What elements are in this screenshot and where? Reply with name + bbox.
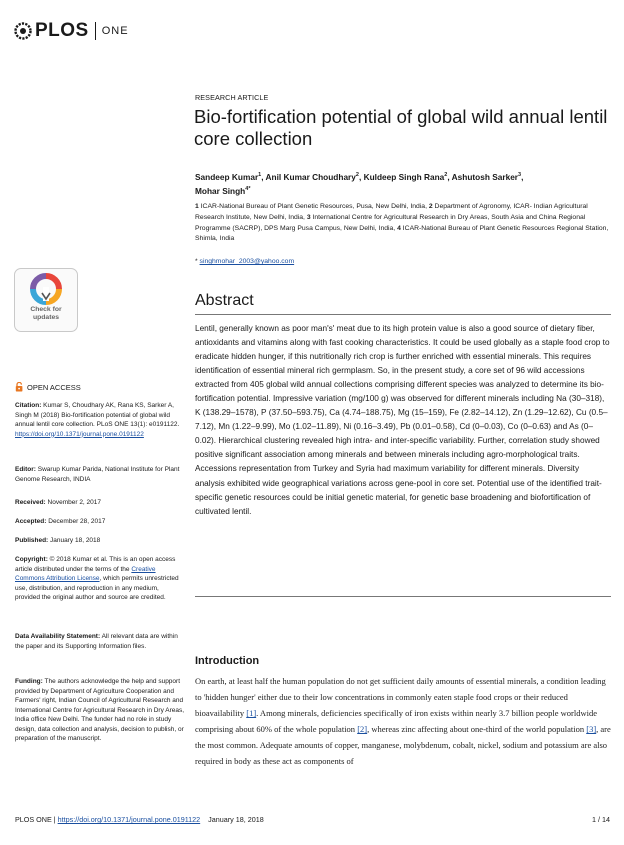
copyright-text-cont: , which permits unrestricted use, distribution, and reproduction in any medium, provided the original author and source are credited. [15, 575, 179, 601]
accepted-date: December 28, 2017 [48, 518, 106, 525]
author-list: Sandeep Kumar$^1$, Anil Kumar Choudhary$^2$, Kuldeep Singh Rana$^2$, Ashutosh Sarker$^3$, Mohar Singh$^{4*}$ [195, 171, 524, 196]
introduction-text [195, 673, 611, 769]
check-for-updates-label [15, 306, 77, 322]
affiliation-text: ICAR-National Bureau of Plant Genetic Resources, Pusa, New Delhi, India, [200, 203, 427, 210]
received-label: Received: [15, 499, 46, 506]
page-number: 1 / 14 [592, 815, 610, 824]
received-block [15, 498, 185, 508]
data-availability-text: All relevant data are within the paper and its Supporting Information files. [15, 633, 178, 650]
abstract-text: Lentil, generally known as poor man's' meat due to its high protein value is also a good source of dietary fiber, antioxidants and vitamins along with fast cooking characteristics. It could be used globally as a staple food crop to eradicate hidden hunger, if this nutritionally rich crop is further enriched with essential minerals. This requires identification of essential mineral rich germplasm. So, in the present study, a core set of 96 wild accessions extracted from 405 global wild annual collections comprising different species was analyzed to determine its bio-fortification potential. Impressive variation (mg/100 g) was observed for different minerals including Na (30–318), K (138.29–1578), P (37.50–593.75), Ca (4.74–188.75), Mg (15–159), Fe (2.82–14.12), Zn (1.29–12.62), Cu (0.5–7.12), Mn (1.22–9.99), Mo (1.02–11.89), Ni (0.16–3.49), Pb (0.01–0.58), Cd (0–0.03), Co (0–0.63) and As (0–0.02). Hierarchical clustering revealed high intra- and inter-specific variability. Further, correlation study showed positive significant association among minerals and between minerals including agro-morphological traits. Accessions representation from Turkey and Syria had maximum variability for different minerals. Diversity analysis exhibited wide geographical variations across gene-pool in core set. Potential use of the identified trait-specific genetic resources could be initial genetic material, for genetic base broadening and biofortification of cultivated lentil. [195, 324, 610, 516]
email-link[interactable]: singhmohar_2003@yahoo.com [199, 258, 295, 265]
data-availability-block [15, 632, 185, 651]
intro-text-part: On earth, at least half the human population do not get sufficient daily amounts of essential minerals, a condition leading to 'hidden hunger' either due to their low concentrations in commonly eaten staple food crops or their reduced bioavailability [195, 676, 606, 718]
plos-logo[interactable] [14, 17, 129, 45]
citation-label: Citation: [15, 402, 42, 409]
affiliations [195, 202, 615, 245]
reference-link[interactable]: [3] [586, 724, 597, 734]
accepted-block [15, 517, 185, 527]
logo-text: PLOS [35, 20, 89, 41]
funding-block [15, 677, 185, 744]
citation-block [15, 401, 185, 439]
check-for-updates-icon [15, 271, 77, 311]
funding-label: Funding: [15, 678, 43, 685]
abstract-divider-bottom [195, 596, 611, 597]
citation-doi-link[interactable]: https://doi.org/10.1371/journal.pone.0191122 [15, 430, 144, 438]
accepted-label: Accepted: [15, 518, 47, 525]
author-affil-sup: 1 [258, 172, 262, 178]
citation-text: Kumar S, Choudhary AK, Rana KS, Sarker A, Singh M (2018) Bio-fortification potential of global wild annual lentil core collection. PLoS ONE 13(1): e0191122. [15, 402, 180, 428]
license-link[interactable]: Creative Commons Attribution License [15, 565, 156, 582]
introduction-heading: Introduction [195, 655, 260, 667]
footer-doi-link[interactable]: https://doi.org/10.1371/journal.pone.0191122 [57, 815, 201, 824]
affiliation-text: International Centre for Agricultural Research in Dry Areas, South Asia and China Regional Programme (SACRP), DPS Marg Pusa Campus, New Delhi, India, [195, 213, 586, 232]
article-type: RESEARCH ARTICLE [195, 93, 269, 102]
author-affil-sup: 2 [355, 172, 359, 178]
journal-name: ONE [101, 25, 129, 37]
correspondence [195, 258, 294, 265]
intro-text-part: , whereas zinc affecting about one-third of the world population [367, 724, 585, 734]
author-affil-sup: 4 [245, 185, 249, 192]
footer-date: January 18, 2018 [208, 815, 264, 824]
corresponding-mark: * [248, 185, 251, 192]
received-date: November 2, 2017 [47, 499, 102, 506]
affiliation-num: 4 [397, 224, 401, 232]
copyright-block [15, 555, 185, 603]
article-title: Bio-fortification potential of global wild annual lentil core collection [194, 106, 608, 149]
author-affil-sup: 3 [518, 172, 522, 178]
author-name[interactable]: Anil Kumar Choudhary [265, 171, 356, 182]
author-affil-sup: 2 [444, 172, 448, 178]
check-label-line2: updates [32, 314, 60, 321]
plos-logo-icon [14, 22, 32, 40]
affiliation-num: 3 [306, 213, 311, 221]
editor-label: Editor: [15, 466, 36, 473]
reference-link[interactable]: [1] [246, 708, 257, 718]
open-access-label: OPEN ACCESS [27, 382, 81, 392]
copyright-label: Copyright: [15, 556, 48, 563]
funding-text: The authors acknowledge the help and support provided by Department of Agriculture Cooperation and Farmers' right, Indian Council of Agricultural Research and International Centre for Agricultural Research in Dry Areas, India office New Delhi. The funder had no role in study design, data collection and analysis, decision to publish, or preparation of the manuscript. [15, 678, 185, 742]
intro-text-part: . Among minerals, deficiencies specifically of iron exists within nearly 3.7 billion people worldwide comprising about 60% of the whole population [195, 708, 598, 734]
footer-journal: PLOS ONE [15, 815, 52, 824]
author-name[interactable]: Sandeep Kumar [195, 171, 259, 182]
published-block [15, 536, 185, 546]
page-footer [15, 815, 264, 824]
affiliation-num: 2 [428, 203, 433, 210]
abstract-heading: Abstract [195, 292, 254, 309]
check-for-updates-button[interactable] [14, 268, 78, 332]
affiliation-num: 1 [195, 203, 199, 210]
affiliation-text: Department of Agronomy, ICAR- Indian Agricultural Research Institute, New Delhi, India, [195, 203, 588, 221]
check-label-line1: Check for [30, 306, 62, 313]
footer-separator: | [53, 815, 56, 824]
data-availability-label: Data Availability Statement: [15, 633, 101, 640]
affiliation-text: ICAR-National Bureau of Plant Genetic Resources Regional Station, Shimla, India [195, 224, 609, 243]
editor-block [15, 465, 185, 484]
logo-divider [95, 22, 96, 40]
published-label: Published: [15, 537, 49, 544]
email-mark: * [195, 258, 198, 265]
abstract-divider-top [195, 314, 611, 315]
author-name[interactable]: Kuldeep Singh Rana [363, 171, 445, 182]
open-lock-icon [15, 382, 24, 392]
open-access-badge [15, 382, 81, 392]
published-date: January 18, 2018 [50, 537, 101, 544]
editor-text: Swarup Kumar Parida, National Institute for Plant Genome Research, INDIA [15, 466, 180, 483]
copyright-text: © 2018 Kumar et al. This is an open access article distributed under the terms of the [15, 556, 176, 573]
author-name[interactable]: Mohar Singh [195, 185, 246, 196]
intro-text-part: , are the most common. Adequate amounts of copper, manganese, molybdenum, cobalt, nickel, sodium and potassium are also required in body as these act as components of [195, 724, 611, 766]
reference-link[interactable]: [2] [357, 724, 368, 734]
author-name[interactable]: Ashutosh Sarker [451, 171, 519, 182]
